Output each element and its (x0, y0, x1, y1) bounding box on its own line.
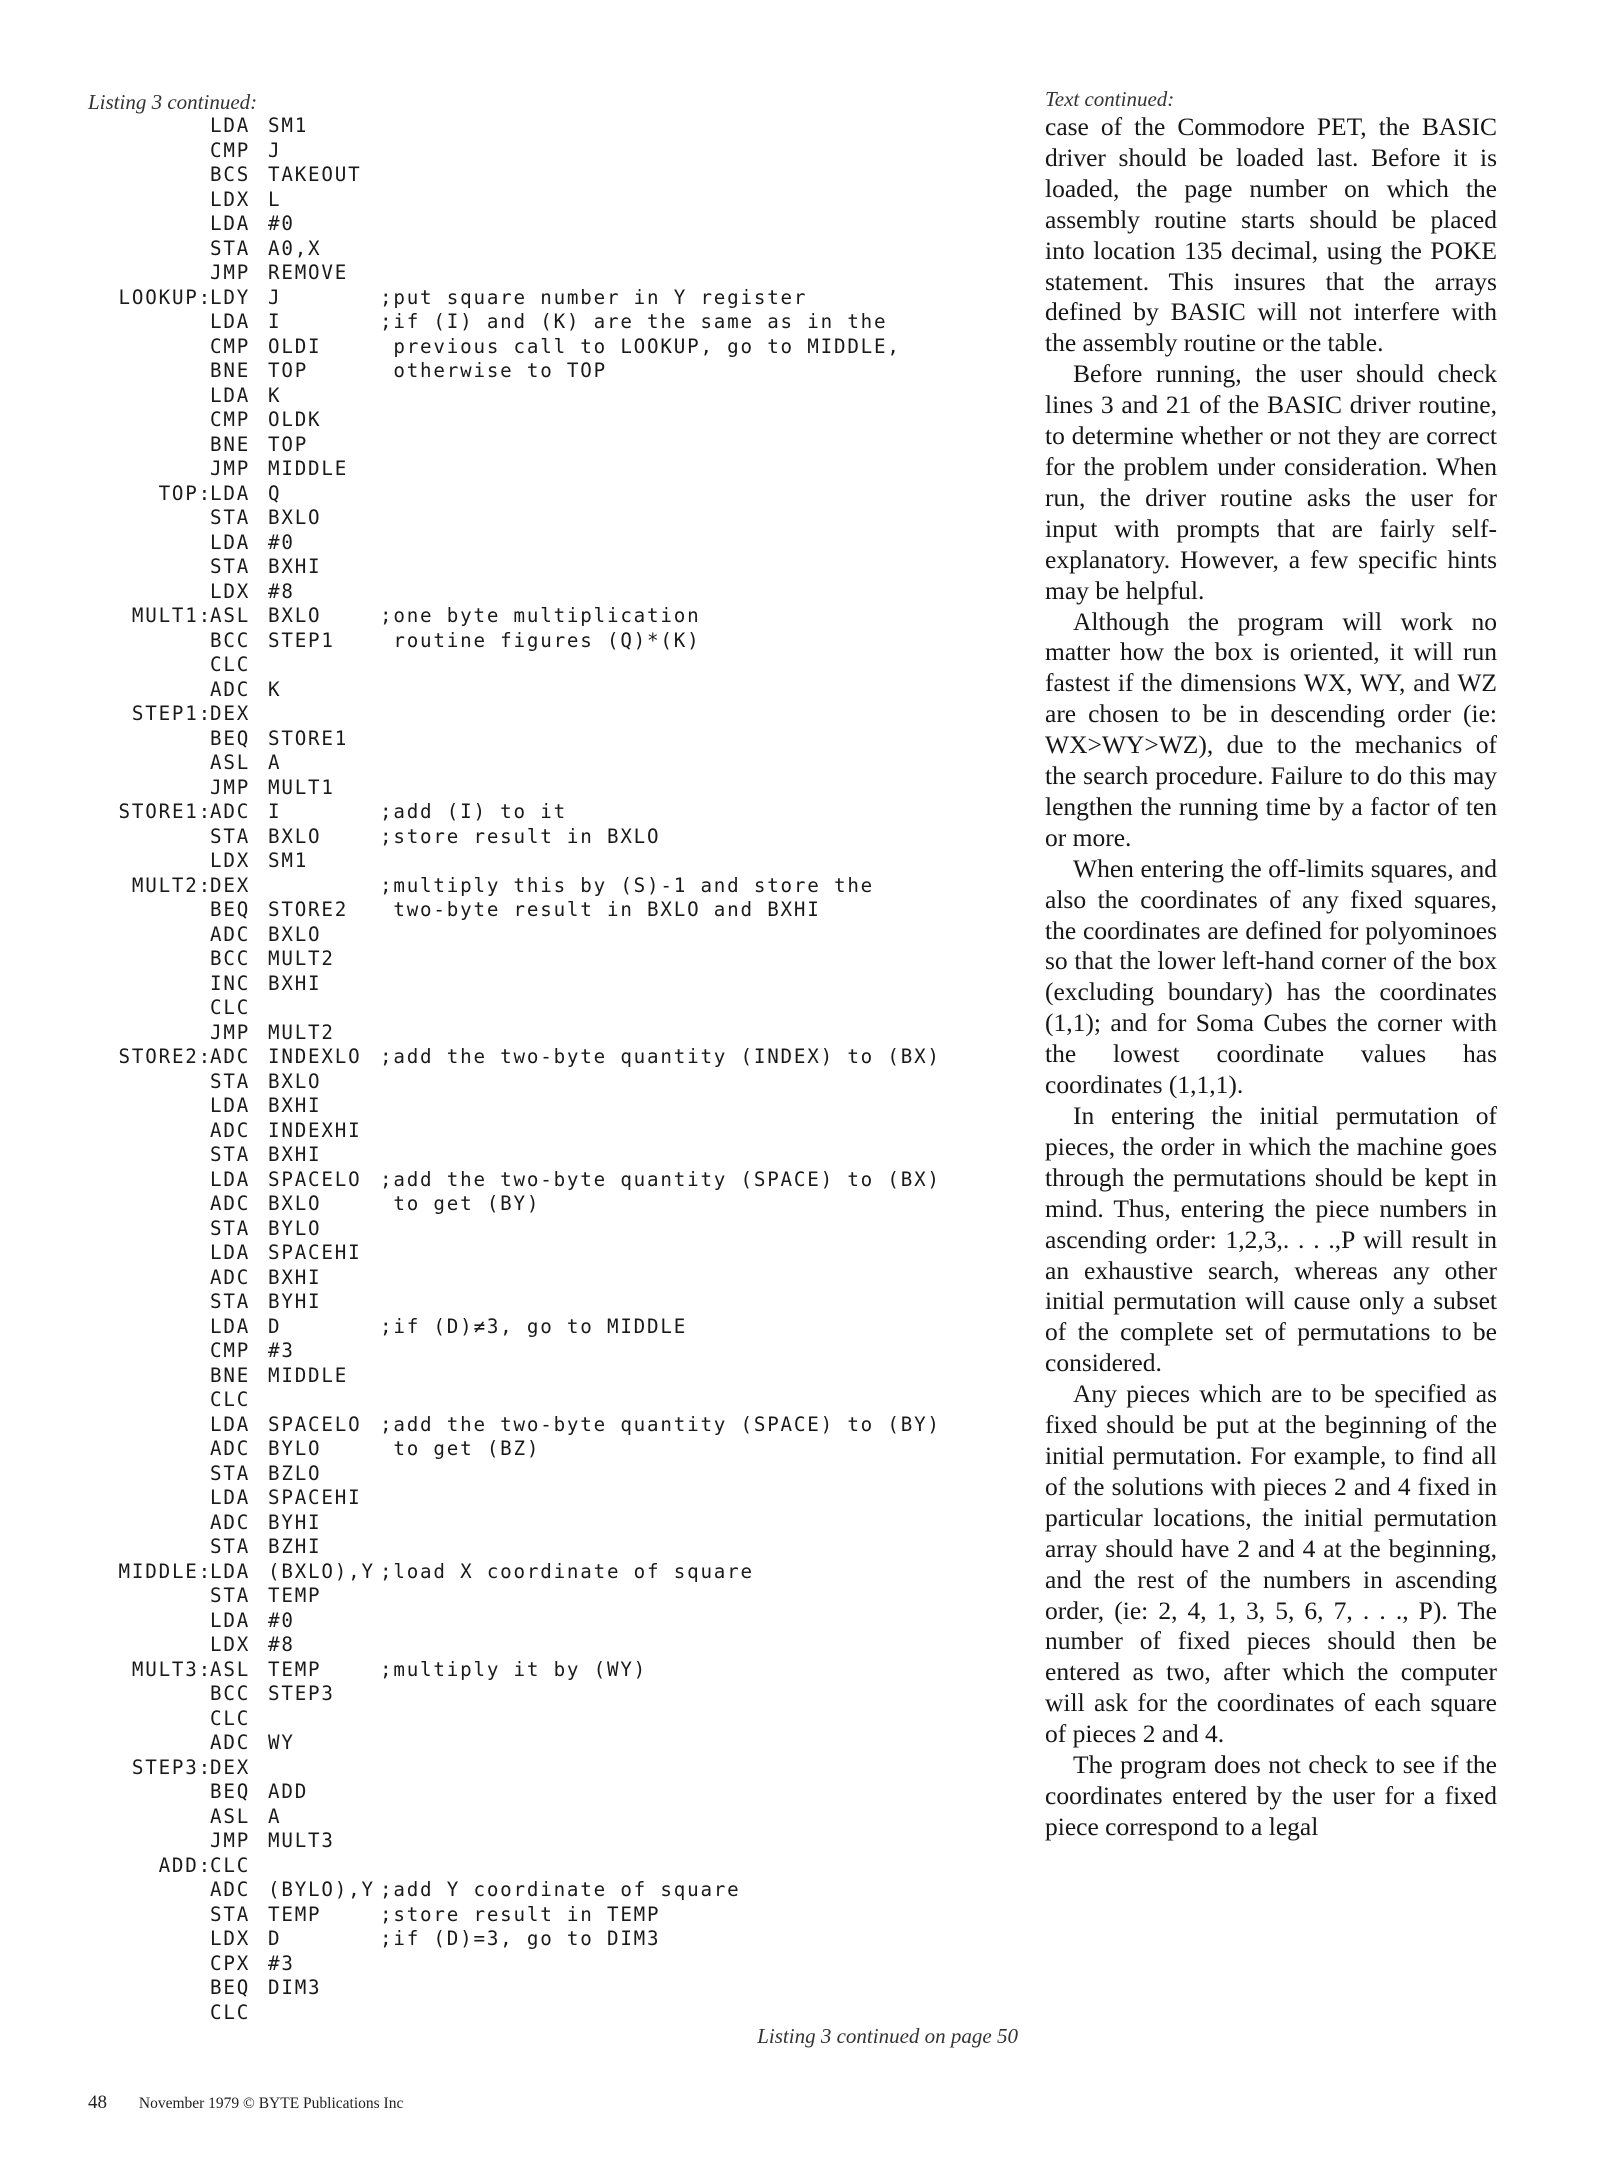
code-opcode: ADC (210, 922, 251, 946)
code-opcode: LDA (210, 530, 251, 554)
code-operand: TEMP (268, 1902, 322, 1926)
code-label: STORE1: (118, 800, 212, 823)
code-opcode: STA (210, 1216, 251, 1240)
code-line (60, 237, 1020, 262)
code-opcode: STA (210, 1461, 251, 1485)
code-line (60, 1266, 1020, 1291)
code-line (60, 1315, 1020, 1340)
code-comment: previous call to LOOKUP, go to MIDDLE, (380, 334, 901, 358)
code-line (60, 1339, 1020, 1364)
code-line (60, 923, 1020, 948)
code-line (60, 408, 1020, 433)
code-line (60, 1486, 1020, 1511)
code-line (60, 702, 1020, 727)
code-operand: ADD (268, 1780, 309, 1803)
code-opcode: STA (210, 1290, 251, 1313)
paragraph: The program does not check to see if the coordinates entered by the user for a fixed piece correspond to a legal (1045, 1750, 1497, 1841)
code-line (60, 604, 1020, 629)
code-line (60, 1878, 1020, 1903)
code-operand: REMOVE (268, 261, 349, 284)
code-operand: DIM3 (268, 1976, 322, 1999)
code-label: MIDDLE: (118, 1559, 212, 1583)
code-line (60, 629, 1020, 654)
code-opcode: BCS (210, 163, 251, 186)
code-opcode: BCC (210, 628, 251, 652)
code-label: STEP3: (131, 1755, 212, 1779)
code-operand: TEMP (268, 1584, 322, 1607)
code-opcode: LDA (210, 1608, 251, 1632)
code-opcode: LDA (210, 1094, 251, 1117)
code-line (60, 972, 1020, 997)
code-opcode: BNE (210, 1363, 251, 1387)
code-line (60, 114, 1020, 139)
code-opcode: CMP (210, 138, 251, 162)
code-operand: BYLO (268, 1216, 322, 1240)
code-comment: otherwise to TOP (380, 359, 607, 382)
code-operand: BXLO (268, 824, 322, 848)
code-operand: D (268, 1314, 282, 1338)
code-opcode: BEQ (210, 726, 251, 750)
code-line (60, 678, 1020, 703)
code-comment: ;multiply it by (WY) (380, 1657, 648, 1681)
code-opcode: ADC (210, 1878, 251, 1901)
code-opcode: LDA (210, 1559, 251, 1583)
code-line (60, 727, 1020, 752)
code-line (60, 1168, 1020, 1193)
code-comment: ;add the two-byte quantity (SPACE) to (BY) (380, 1412, 941, 1436)
code-opcode: ADC (210, 1510, 251, 1534)
code-opcode: LDX (210, 1633, 251, 1656)
code-operand: I (268, 800, 282, 823)
code-comment: ;multiply this by (S)-1 and store the (380, 873, 875, 897)
code-operand: MULT1 (268, 775, 335, 799)
code-line (60, 947, 1020, 972)
code-comment: ;load X coordinate of square (380, 1559, 754, 1583)
code-line (60, 335, 1020, 360)
code-line (60, 825, 1020, 850)
code-line (60, 1192, 1020, 1217)
code-opcode: BCC (210, 1682, 251, 1705)
code-comment: routine figures (Q)*(K) (380, 628, 701, 652)
code-operand: #8 (268, 1633, 295, 1656)
code-opcode: DEX (210, 702, 251, 725)
code-opcode: STA (210, 1535, 251, 1558)
code-line (60, 996, 1020, 1021)
code-opcode: CPX (210, 1951, 251, 1975)
code-operand: INDEXLO (268, 1045, 362, 1068)
code-opcode: ASL (210, 1657, 251, 1681)
code-line (60, 751, 1020, 776)
code-line (60, 1805, 1020, 1830)
code-opcode: LDA (210, 1314, 251, 1338)
code-line (60, 1413, 1020, 1438)
page-number: 48 (88, 2092, 107, 2113)
code-line (60, 1462, 1020, 1487)
code-opcode: LDA (210, 1412, 251, 1436)
code-opcode: STA (210, 824, 251, 848)
code-opcode: CLC (210, 1853, 251, 1877)
code-opcode: STA (210, 236, 251, 260)
code-opcode: LDY (210, 285, 251, 309)
code-operand: BXHI (268, 971, 322, 995)
code-opcode: ADC (210, 1437, 251, 1460)
code-line (60, 849, 1020, 874)
code-operand: SM1 (268, 849, 309, 872)
code-opcode: CLC (210, 996, 251, 1019)
code-line (60, 1290, 1020, 1315)
code-opcode: LDA (210, 1241, 251, 1264)
code-opcode: ADC (210, 1118, 251, 1142)
code-opcode: ASL (210, 604, 251, 627)
listing-caption: Listing 3 continued: (88, 90, 258, 114)
code-line (60, 1437, 1020, 1462)
code-operand: MULT2 (268, 1020, 335, 1044)
code-line (60, 1952, 1020, 1977)
code-opcode: ASL (210, 751, 251, 774)
code-label: MULT3: (131, 1657, 212, 1681)
page-footer (88, 2092, 403, 2114)
code-operand: MIDDLE (268, 457, 349, 480)
code-line (60, 1119, 1020, 1144)
code-line (60, 1609, 1020, 1634)
code-operand: MULT3 (268, 1829, 335, 1852)
code-operand: BXLO (268, 1192, 322, 1215)
code-operand: J (268, 285, 282, 309)
code-opcode: JMP (210, 457, 251, 480)
code-comment: to get (BY) (380, 1192, 541, 1215)
publication-line: November 1979 © BYTE Publications Inc (138, 2095, 404, 2112)
code-line (60, 1633, 1020, 1658)
code-line (60, 1045, 1020, 1070)
code-line (60, 1927, 1020, 1952)
code-label: ADD: (158, 1853, 212, 1877)
code-label: MULT2: (131, 873, 212, 897)
code-line (60, 433, 1020, 458)
code-operand: A (268, 751, 282, 774)
code-opcode: LDX (210, 1927, 251, 1950)
code-comment: ;add Y coordinate of square (380, 1878, 741, 1901)
code-operand: BXHI (268, 1094, 322, 1117)
code-operand: #0 (268, 212, 295, 235)
code-line (60, 1535, 1020, 1560)
code-opcode: LDA (210, 1167, 251, 1191)
code-line (60, 874, 1020, 899)
code-operand: (BYLO),Y (268, 1878, 375, 1901)
code-opcode: LDA (210, 212, 251, 235)
code-line (60, 1903, 1020, 1928)
code-operand: STEP1 (268, 628, 335, 652)
code-label: TOP: (158, 481, 212, 505)
code-operand: #3 (268, 1339, 295, 1362)
code-line (60, 310, 1020, 335)
code-operand: L (268, 187, 282, 211)
code-opcode: JMP (210, 261, 251, 284)
code-line (60, 139, 1020, 164)
code-operand: Q (268, 481, 282, 505)
code-line (60, 776, 1020, 801)
text-caption: Text continued: (1045, 87, 1175, 111)
code-line (60, 580, 1020, 605)
code-label: STEP1: (131, 702, 212, 725)
code-opcode: LDX (210, 187, 251, 211)
code-opcode: CMP (210, 408, 251, 431)
code-comment: ;put square number in Y register (380, 285, 808, 309)
code-opcode: STA (210, 506, 251, 529)
code-line (60, 384, 1020, 409)
code-operand: K (268, 383, 282, 407)
code-opcode: CLC (210, 2000, 251, 2024)
code-opcode: DEX (210, 1755, 251, 1779)
code-line (60, 1854, 1020, 1879)
code-opcode: LDA (210, 481, 251, 505)
code-line (60, 482, 1020, 507)
paragraph: When entering the off-limits squares, and also the coordinates of any fixed squares, the coordinates are defined for polyominoes so that the lower left-hand corner of the box (excluding boundary) has the coordinates (1,1); and for Soma Cubes the corner with the lowest coordinate values has coordinates (1,1,1). (1045, 853, 1497, 1100)
code-operand: STEP3 (268, 1682, 335, 1705)
code-line (60, 1364, 1020, 1389)
code-operand: #0 (268, 530, 295, 554)
code-opcode: CMP (210, 334, 251, 358)
code-operand: SPACEHI (268, 1486, 362, 1509)
code-line (60, 163, 1020, 188)
code-opcode: BNE (210, 359, 251, 382)
code-operand: #8 (268, 579, 295, 603)
code-line (60, 359, 1020, 384)
code-line (60, 1094, 1020, 1119)
code-line (60, 457, 1020, 482)
code-operand: BXLO (268, 1069, 322, 1093)
code-operand: BYHI (268, 1290, 322, 1313)
code-line (60, 1780, 1020, 1805)
code-line (60, 1658, 1020, 1683)
code-operand: I (268, 310, 282, 333)
code-operand: BXLO (268, 922, 322, 946)
code-opcode: LDX (210, 579, 251, 603)
code-label: MULT1: (131, 604, 212, 627)
code-operand: OLDK (268, 408, 322, 431)
code-opcode: STA (210, 1069, 251, 1093)
code-opcode: LDA (210, 383, 251, 407)
code-operand: BXHI (268, 555, 322, 578)
code-operand: MULT2 (268, 947, 335, 970)
code-line (60, 898, 1020, 923)
code-opcode: BEQ (210, 898, 251, 921)
code-listing (60, 114, 1020, 2025)
code-operand: SPACELO (268, 1412, 362, 1436)
code-opcode: INC (210, 971, 251, 995)
code-line (60, 506, 1020, 531)
code-opcode: DEX (210, 873, 251, 897)
code-opcode: STA (210, 1143, 251, 1166)
code-opcode: JMP (210, 1020, 251, 1044)
code-line (60, 555, 1020, 580)
code-comment: ;store result in BXLO (380, 824, 661, 848)
code-opcode: JMP (210, 775, 251, 799)
code-operand: TOP (268, 432, 309, 456)
code-operand: TEMP (268, 1657, 322, 1681)
code-opcode: BEQ (210, 1780, 251, 1803)
code-opcode: BCC (210, 947, 251, 970)
code-operand: A0,X (268, 236, 322, 260)
code-comment: ;add the two-byte quantity (SPACE) to (BX) (380, 1167, 941, 1191)
code-operand: BZHI (268, 1535, 322, 1558)
code-operand: TAKEOUT (268, 163, 362, 186)
paragraph: case of the Commodore PET, the BASIC driver should be loaded last. Before it is loaded, the page number on which the assembly routine starts should be placed into location 135 decimal, using the POKE statement. This insures that the arrays defined by BASIC will not interfere with the assembly routine or the table. (1045, 112, 1497, 358)
code-operand: STORE2 (268, 898, 349, 921)
paragraph: In entering the initial permutation of pieces, the order in which the machine goes through the permutations should be kept in mind. Thus, entering the piece numbers in ascending order: 1,2,3,. . . .,P will result in an exhaustive search, whereas any other initial permutation will cause only a subset of the complete set of permutations to be considered. (1045, 1101, 1497, 1378)
code-opcode: CMP (210, 1339, 251, 1362)
code-line (60, 1756, 1020, 1781)
code-line (60, 1707, 1020, 1732)
code-line (60, 1731, 1020, 1756)
code-operand: STORE1 (268, 726, 349, 750)
code-line (60, 1829, 1020, 1854)
code-operand: BZLO (268, 1461, 322, 1485)
code-line (60, 1682, 1020, 1707)
text-column (1045, 86, 1497, 1843)
code-operand: BXLO (268, 604, 322, 627)
code-line (60, 286, 1020, 311)
code-comment: ;if (I) and (K) are the same as in the (380, 310, 888, 333)
code-opcode: LDA (210, 114, 251, 137)
code-line (60, 1976, 1020, 2001)
code-operand: OLDI (268, 334, 322, 358)
code-opcode: BEQ (210, 1976, 251, 1999)
code-line (60, 1584, 1020, 1609)
code-line (60, 261, 1020, 286)
code-opcode: LDA (210, 310, 251, 333)
code-opcode: CLC (210, 1706, 251, 1730)
code-operand: #0 (268, 1608, 295, 1632)
code-opcode: STA (210, 555, 251, 578)
paragraph: Although the program will work no matter how the box is oriented, it will run fastest if the dimensions WX, WY, and WZ are chosen to be in descending order (ie: WX>WY>WZ), due to the mechanics of the search procedure. Failure to do this may lengthen the running time by a factor of ten or more. (1045, 606, 1497, 852)
code-opcode: BNE (210, 432, 251, 456)
code-operand: MIDDLE (268, 1363, 349, 1387)
code-comment: ;store result in TEMP (380, 1902, 661, 1926)
code-operand: BXHI (268, 1265, 322, 1289)
code-line (60, 1241, 1020, 1266)
code-opcode: ADC (210, 1265, 251, 1289)
code-operand: SPACELO (268, 1167, 362, 1191)
code-opcode: ADC (210, 1731, 251, 1754)
code-opcode: JMP (210, 1829, 251, 1852)
code-opcode: LDA (210, 1486, 251, 1509)
code-operand: J (268, 138, 282, 162)
code-operand: WY (268, 1731, 295, 1754)
paragraph: Any pieces which are to be specified as fixed should be put at the beginning of the initial permutation. For example, to find all of the solutions with pieces 2 and 4 fixed in particular locations, the initial permutation array should have 2 and 4 at the beginning, and the rest of the numbers in ascending order, (ie: 2, 4, 1, 3, 5, 6, 7, . . ., P). The number of fixed pieces should then be entered as two, after which the computer will ask for the coordinates of each square of pieces 2 and 4. (1045, 1379, 1497, 1749)
code-operand: D (268, 1927, 282, 1950)
code-label: LOOKUP: (118, 285, 212, 309)
code-comment: ;add (I) to it (380, 800, 567, 823)
code-line (60, 1070, 1020, 1095)
code-operand: TOP (268, 359, 309, 382)
code-opcode: CLC (210, 653, 251, 676)
code-line (60, 212, 1020, 237)
code-opcode: ADC (210, 1045, 251, 1068)
code-line (60, 531, 1020, 556)
code-line (60, 800, 1020, 825)
paragraph: Before running, the user should check lines 3 and 21 of the BASIC driver routine, to determine whether or not they are correct for the problem under consideration. When run, the driver routine asks the user for input with prompts that are fairly self-explanatory. However, a few specific hints may be helpful. (1045, 359, 1497, 605)
code-opcode: STA (210, 1902, 251, 1926)
code-comment: ;if (D)≠3, go to MIDDLE (380, 1314, 688, 1338)
code-opcode: ASL (210, 1804, 251, 1828)
code-operand: INDEXHI (268, 1118, 362, 1142)
code-line (60, 188, 1020, 213)
code-opcode: ADC (210, 800, 251, 823)
code-opcode: ADC (210, 677, 251, 701)
code-line (60, 2001, 1020, 2026)
code-operand: K (268, 677, 282, 701)
code-comment: ;add the two-byte quantity (INDEX) to (BX) (380, 1045, 941, 1068)
code-comment: two-byte result in BXLO and BXHI (380, 898, 821, 921)
code-line (60, 1143, 1020, 1168)
listing-continued-note: Listing 3 continued on page 50 (757, 2024, 1018, 2048)
code-operand: #3 (268, 1951, 295, 1975)
code-comment: ;if (D)=3, go to DIM3 (380, 1927, 661, 1950)
code-comment: ;one byte multiplication (380, 604, 701, 627)
code-operand: BYHI (268, 1510, 322, 1534)
code-operand: BXLO (268, 506, 322, 529)
code-operand: SM1 (268, 114, 309, 137)
code-line (60, 1560, 1020, 1585)
code-line (60, 653, 1020, 678)
code-comment: to get (BZ) (380, 1437, 541, 1460)
code-operand: BXHI (268, 1143, 322, 1166)
code-operand: A (268, 1804, 282, 1828)
code-opcode: CLC (210, 1388, 251, 1411)
code-operand: (BXLO),Y (268, 1559, 375, 1583)
code-operand: SPACEHI (268, 1241, 362, 1264)
code-opcode: STA (210, 1584, 251, 1607)
code-line (60, 1511, 1020, 1536)
code-operand: BYLO (268, 1437, 322, 1460)
code-line (60, 1217, 1020, 1242)
code-line (60, 1021, 1020, 1046)
code-label: STORE2: (118, 1045, 212, 1068)
code-line (60, 1388, 1020, 1413)
code-opcode: LDX (210, 849, 251, 872)
code-opcode: ADC (210, 1192, 251, 1215)
